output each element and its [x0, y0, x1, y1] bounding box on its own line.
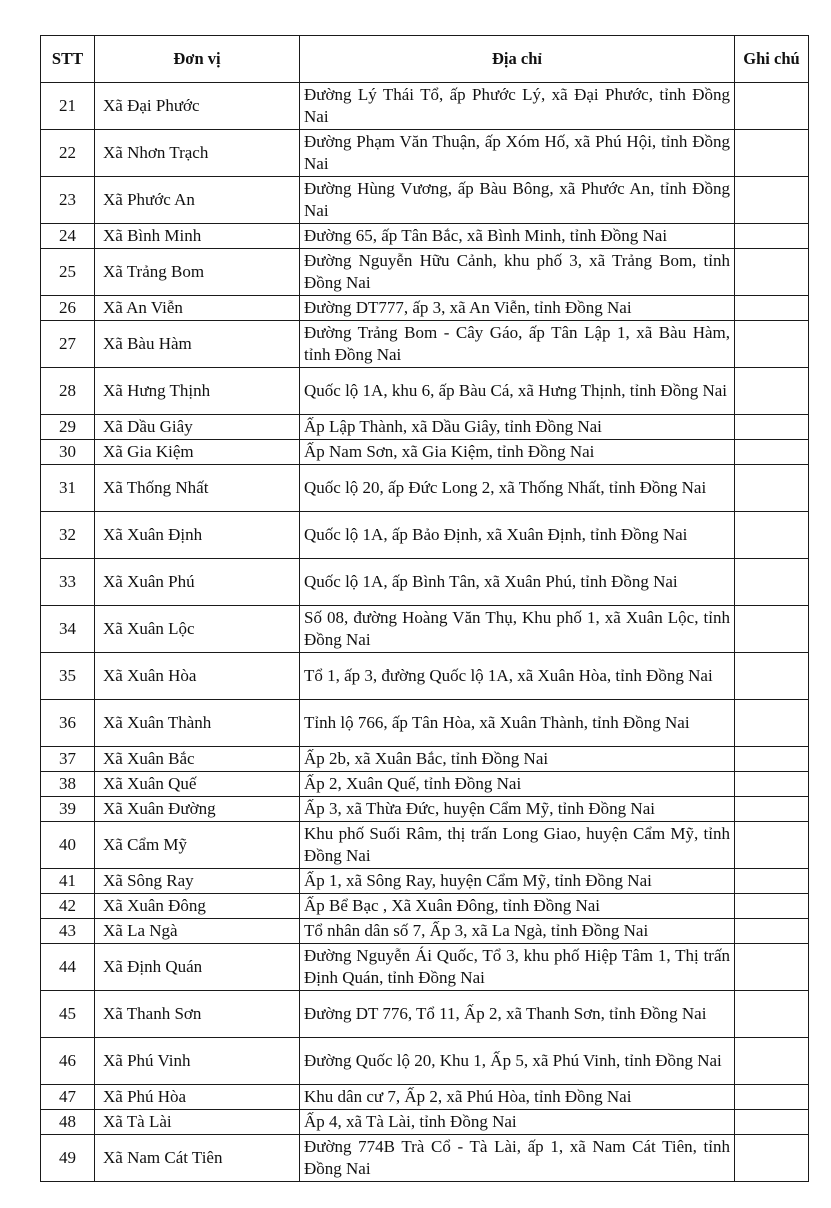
row-unit-name: Xã Phước An — [95, 177, 300, 224]
row-unit-name: Xã Xuân Bắc — [95, 747, 300, 772]
row-note — [735, 368, 809, 415]
row-address: Ấp 2b, xã Xuân Bắc, tỉnh Đồng Nai — [300, 747, 735, 772]
row-stt: 42 — [41, 894, 95, 919]
row-note — [735, 797, 809, 822]
row-address: Đường DT777, ấp 3, xã An Viễn, tỉnh Đồng Nai — [300, 296, 735, 321]
row-unit-name: Xã La Ngà — [95, 919, 300, 944]
row-note — [735, 772, 809, 797]
row-stt: 27 — [41, 321, 95, 368]
table-row — [41, 700, 809, 747]
row-address: Đường DT 776, Tổ 11, Ấp 2, xã Thanh Sơn, tỉnh Đồng Nai — [300, 991, 735, 1038]
row-address: Đường Phạm Văn Thuận, ấp Xóm Hố, xã Phú Hội, tỉnh Đồng Nai — [300, 130, 735, 177]
row-address: Quốc lộ 1A, ấp Bảo Định, xã Xuân Định, tỉnh Đồng Nai — [300, 512, 735, 559]
row-note — [735, 130, 809, 177]
row-address: Ấp Bể Bạc , Xã Xuân Đông, tỉnh Đồng Nai — [300, 894, 735, 919]
row-stt: 24 — [41, 224, 95, 249]
row-unit-name: Xã An Viễn — [95, 296, 300, 321]
table-row — [41, 559, 809, 606]
row-note — [735, 559, 809, 606]
row-unit-name: Xã Dầu Giây — [95, 415, 300, 440]
row-stt: 47 — [41, 1085, 95, 1110]
table-row — [41, 83, 809, 130]
row-stt: 40 — [41, 822, 95, 869]
row-stt: 41 — [41, 869, 95, 894]
row-address: Đường Hùng Vương, ấp Bàu Bông, xã Phước An, tỉnh Đồng Nai — [300, 177, 735, 224]
row-note — [735, 822, 809, 869]
row-note — [735, 1135, 809, 1182]
row-note — [735, 415, 809, 440]
table-row — [41, 440, 809, 465]
table-row — [41, 512, 809, 559]
table-row — [41, 368, 809, 415]
table-row — [41, 1110, 809, 1135]
row-stt: 32 — [41, 512, 95, 559]
row-address: Ấp 2, Xuân Quế, tỉnh Đồng Nai — [300, 772, 735, 797]
row-unit-name: Xã Đại Phước — [95, 83, 300, 130]
row-unit-name: Xã Sông Ray — [95, 869, 300, 894]
row-address: Quốc lộ 20, ấp Đức Long 2, xã Thống Nhất, tỉnh Đồng Nai — [300, 465, 735, 512]
row-stt: 43 — [41, 919, 95, 944]
row-address: Quốc lộ 1A, khu 6, ấp Bàu Cá, xã Hưng Thịnh, tỉnh Đồng Nai — [300, 368, 735, 415]
row-unit-name: Xã Xuân Lộc — [95, 606, 300, 653]
row-address: Ấp Nam Sơn, xã Gia Kiệm, tỉnh Đồng Nai — [300, 440, 735, 465]
header-stt: STT — [41, 36, 95, 83]
header-unit: Đơn vị — [95, 36, 300, 83]
table-row — [41, 797, 809, 822]
row-address: Đường Lý Thái Tổ, ấp Phước Lý, xã Đại Phước, tỉnh Đồng Nai — [300, 83, 735, 130]
row-stt: 33 — [41, 559, 95, 606]
row-unit-name: Xã Thống Nhất — [95, 465, 300, 512]
row-unit-name: Xã Xuân Phú — [95, 559, 300, 606]
row-stt: 37 — [41, 747, 95, 772]
row-unit-name: Xã Gia Kiệm — [95, 440, 300, 465]
table-row — [41, 653, 809, 700]
row-note — [735, 1038, 809, 1085]
row-address: Đường 774B Trà Cổ - Tà Lài, ấp 1, xã Nam Cát Tiên, tỉnh Đồng Nai — [300, 1135, 735, 1182]
row-note — [735, 700, 809, 747]
row-note — [735, 606, 809, 653]
row-note — [735, 249, 809, 296]
row-address: Đường Nguyễn Hữu Cảnh, khu phố 3, xã Trảng Bom, tỉnh Đồng Nai — [300, 249, 735, 296]
row-note — [735, 869, 809, 894]
row-unit-name: Xã Tà Lài — [95, 1110, 300, 1135]
table-row — [41, 1085, 809, 1110]
row-unit-name: Xã Nhơn Trạch — [95, 130, 300, 177]
row-unit-name: Xã Xuân Đông — [95, 894, 300, 919]
table-row — [41, 321, 809, 368]
table-row — [41, 1038, 809, 1085]
row-address: Tổ nhân dân số 7, Ấp 3, xã La Ngà, tỉnh Đồng Nai — [300, 919, 735, 944]
row-stt: 31 — [41, 465, 95, 512]
row-note — [735, 177, 809, 224]
header-note: Ghi chú — [735, 36, 809, 83]
row-stt: 22 — [41, 130, 95, 177]
row-unit-name: Xã Xuân Định — [95, 512, 300, 559]
row-stt: 21 — [41, 83, 95, 130]
row-note — [735, 321, 809, 368]
row-unit-name: Xã Xuân Quế — [95, 772, 300, 797]
row-note — [735, 1085, 809, 1110]
row-address: Tổ 1, ấp 3, đường Quốc lộ 1A, xã Xuân Hòa, tỉnh Đồng Nai — [300, 653, 735, 700]
row-unit-name: Xã Hưng Thịnh — [95, 368, 300, 415]
table-row — [41, 822, 809, 869]
table-row — [41, 177, 809, 224]
row-address: Ấp 3, xã Thừa Đức, huyện Cẩm Mỹ, tỉnh Đồng Nai — [300, 797, 735, 822]
row-note — [735, 465, 809, 512]
row-stt: 34 — [41, 606, 95, 653]
table-row — [41, 772, 809, 797]
table-header-row — [41, 36, 809, 83]
table-row — [41, 249, 809, 296]
row-stt: 23 — [41, 177, 95, 224]
table-row — [41, 919, 809, 944]
row-note — [735, 894, 809, 919]
header-address: Địa chỉ — [300, 36, 735, 83]
table-row — [41, 869, 809, 894]
row-address: Đường 65, ấp Tân Bắc, xã Bình Minh, tỉnh Đồng Nai — [300, 224, 735, 249]
row-note — [735, 747, 809, 772]
row-address: Số 08, đường Hoàng Văn Thụ, Khu phố 1, xã Xuân Lộc, tỉnh Đồng Nai — [300, 606, 735, 653]
row-address: Ấp 1, xã Sông Ray, huyện Cẩm Mỹ, tỉnh Đồng Nai — [300, 869, 735, 894]
row-address: Quốc lộ 1A, ấp Bình Tân, xã Xuân Phú, tỉnh Đồng Nai — [300, 559, 735, 606]
document-page — [40, 35, 808, 1182]
table-row — [41, 415, 809, 440]
row-unit-name: Xã Phú Vinh — [95, 1038, 300, 1085]
row-stt: 45 — [41, 991, 95, 1038]
row-note — [735, 653, 809, 700]
row-stt: 28 — [41, 368, 95, 415]
row-address: Đường Trảng Bom - Cây Gáo, ấp Tân Lập 1, xã Bàu Hàm, tỉnh Đồng Nai — [300, 321, 735, 368]
row-stt: 25 — [41, 249, 95, 296]
table-row — [41, 130, 809, 177]
row-address: Đường Nguyễn Ái Quốc, Tổ 3, khu phố Hiệp Tâm 1, Thị trấn Định Quán, tỉnh Đồng Nai — [300, 944, 735, 991]
row-unit-name: Xã Bình Minh — [95, 224, 300, 249]
row-address: Khu phố Suối Râm, thị trấn Long Giao, huyện Cẩm Mỹ, tỉnh Đồng Nai — [300, 822, 735, 869]
row-stt: 49 — [41, 1135, 95, 1182]
row-stt: 36 — [41, 700, 95, 747]
row-note — [735, 1110, 809, 1135]
row-unit-name: Xã Xuân Thành — [95, 700, 300, 747]
row-unit-name: Xã Nam Cát Tiên — [95, 1135, 300, 1182]
row-note — [735, 944, 809, 991]
row-stt: 44 — [41, 944, 95, 991]
row-stt: 38 — [41, 772, 95, 797]
row-stt: 48 — [41, 1110, 95, 1135]
row-unit-name: Xã Định Quán — [95, 944, 300, 991]
table-row — [41, 894, 809, 919]
row-note — [735, 919, 809, 944]
unit-address-table — [40, 35, 809, 1182]
row-note — [735, 83, 809, 130]
table-row — [41, 747, 809, 772]
row-note — [735, 224, 809, 249]
table-row — [41, 606, 809, 653]
row-unit-name: Xã Xuân Hòa — [95, 653, 300, 700]
row-note — [735, 512, 809, 559]
row-address: Đường Quốc lộ 20, Khu 1, Ấp 5, xã Phú Vinh, tỉnh Đồng Nai — [300, 1038, 735, 1085]
row-stt: 26 — [41, 296, 95, 321]
table-row — [41, 296, 809, 321]
row-unit-name: Xã Cẩm Mỹ — [95, 822, 300, 869]
table-body — [41, 83, 809, 1182]
row-unit-name: Xã Bàu Hàm — [95, 321, 300, 368]
row-unit-name: Xã Phú Hòa — [95, 1085, 300, 1110]
row-address: Khu dân cư 7, Ấp 2, xã Phú Hòa, tỉnh Đồng Nai — [300, 1085, 735, 1110]
row-note — [735, 440, 809, 465]
row-address: Ấp 4, xã Tà Lài, tỉnh Đồng Nai — [300, 1110, 735, 1135]
row-unit-name: Xã Xuân Đường — [95, 797, 300, 822]
row-address: Tỉnh lộ 766, ấp Tân Hòa, xã Xuân Thành, tỉnh Đồng Nai — [300, 700, 735, 747]
row-stt: 35 — [41, 653, 95, 700]
row-stt: 39 — [41, 797, 95, 822]
table-row — [41, 224, 809, 249]
table-row — [41, 465, 809, 512]
row-note — [735, 991, 809, 1038]
row-stt: 30 — [41, 440, 95, 465]
row-note — [735, 296, 809, 321]
row-stt: 46 — [41, 1038, 95, 1085]
row-unit-name: Xã Thanh Sơn — [95, 991, 300, 1038]
table-row — [41, 991, 809, 1038]
row-stt: 29 — [41, 415, 95, 440]
row-address: Ấp Lập Thành, xã Dầu Giây, tỉnh Đồng Nai — [300, 415, 735, 440]
row-unit-name: Xã Trảng Bom — [95, 249, 300, 296]
table-row — [41, 1135, 809, 1182]
table-row — [41, 944, 809, 991]
